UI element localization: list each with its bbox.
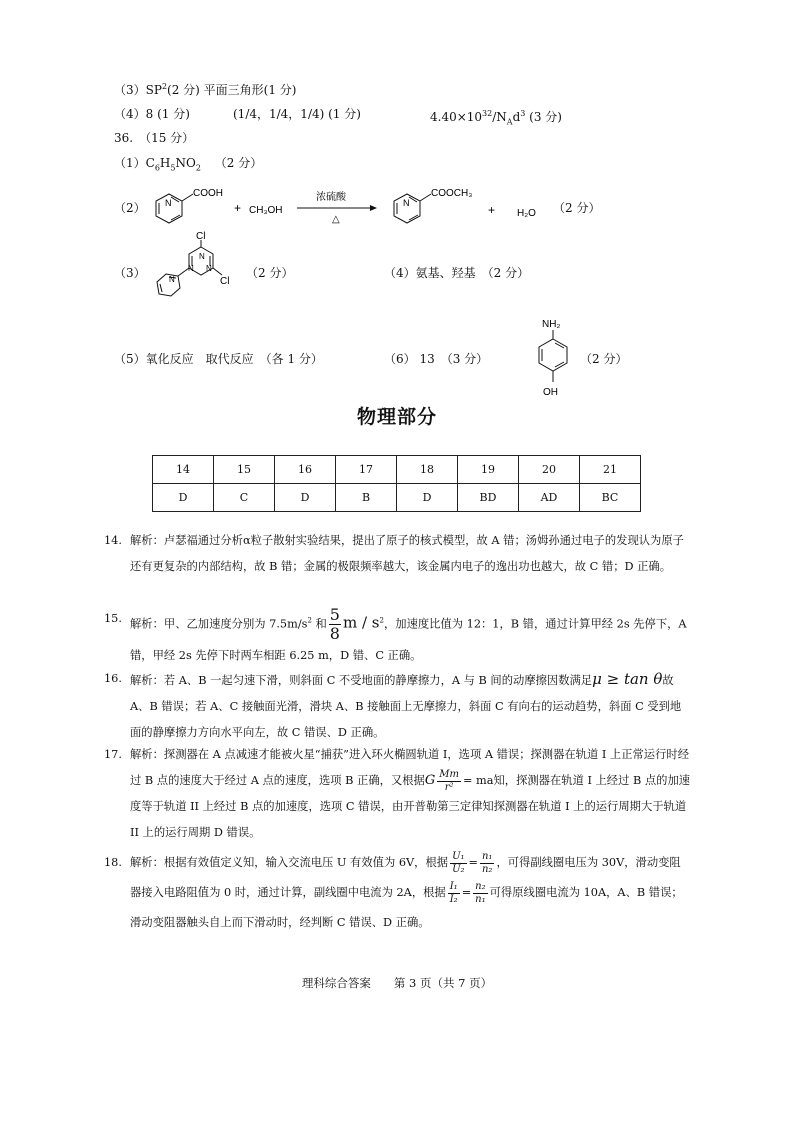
denominator: I₂ [449, 893, 458, 905]
question-number-cell: 18 [397, 456, 458, 484]
question-number: 15. [104, 612, 122, 625]
item-number: （3） [114, 266, 146, 280]
aminophenol-structure [525, 315, 585, 405]
item-number: （2） [114, 201, 146, 215]
numerator: n₂ [475, 880, 486, 892]
formula: = [461, 886, 472, 899]
formula: G [424, 773, 436, 788]
answer-cell: BC [580, 484, 641, 512]
heading-text: 36. （15 分） [114, 131, 195, 145]
formula: = ma [462, 774, 494, 787]
chem-36-3-score [246, 265, 293, 281]
oh-label: OH [543, 387, 558, 398]
page-footer: 理科综合答案 第 3 页（共 7 页） [301, 976, 493, 990]
chem-answer-4-coordinates [233, 106, 361, 122]
explanation-15 [104, 606, 692, 669]
explanation-body [130, 742, 692, 846]
answer-cell: AD [519, 484, 580, 512]
explanation-text: 可得原线圈电流为 10A，A、B 错误；滑动变阻器触头自上而下滑动时，经判断 C 错误、D 正确。 [130, 886, 683, 929]
superscript: 2 [379, 616, 384, 625]
cooch3-group: COOCH₃ [431, 188, 473, 199]
aminophenol-diagram [525, 315, 585, 405]
sp-text: SP [145, 83, 162, 97]
explanation-text: 和 [311, 617, 327, 631]
question-number-cell: 19 [458, 456, 519, 484]
answer-text: （5）氧化反应 取代反应 （各 1 分） [114, 352, 323, 366]
chem-36-6-score [580, 351, 627, 367]
superscript: 2 [307, 616, 312, 625]
reaction-diagram [145, 180, 615, 235]
arrow-head [370, 205, 377, 211]
answer-cell: B [336, 484, 397, 512]
denominator: n₂ [481, 863, 493, 875]
score-text: （2 分） [553, 201, 601, 215]
unit-text: m / s [342, 613, 380, 632]
answer-text: （4）氨基、羟基 （2 分） [384, 266, 530, 280]
answer-cell: C [214, 484, 275, 512]
answer-text: /N [492, 110, 507, 124]
formula: = [468, 856, 478, 869]
answer-cell: BD [458, 484, 519, 512]
answer-table [152, 455, 641, 512]
answer-cell: D [153, 484, 214, 512]
question-number: 14. [104, 534, 122, 547]
plus-sign: + [488, 203, 496, 217]
chlorine-label: Cl [196, 231, 206, 242]
chem-36-4 [384, 265, 529, 281]
explanation-16 [104, 666, 692, 746]
answer-text: （6） 13 （3 分） [384, 352, 489, 366]
fraction [448, 881, 460, 906]
condition-bottom: △ [332, 214, 340, 225]
question-number-cell: 14 [153, 456, 214, 484]
superscript: 32 [482, 109, 493, 118]
ring-n-label: N [403, 198, 410, 208]
answer-cell: D [275, 484, 336, 512]
answer-text: （1）C [114, 156, 155, 170]
condition-top: 浓硫酸 [316, 192, 346, 203]
question-36-heading [114, 130, 194, 146]
chem-36-5 [114, 351, 323, 367]
explanation-text: 解析：根据有效值定义知，输入交流电压 U 有效值为 6V，根据 [130, 856, 449, 869]
denominator: 8 [329, 624, 340, 643]
answer-text: (1/4，1/4，1/4) (1 分) [233, 107, 361, 121]
chem-36-1 [114, 155, 262, 176]
answer-text: (2 分) 平面三角形(1 分) [167, 83, 297, 97]
superscript: 3 [520, 109, 526, 118]
question-number: 16. [104, 672, 122, 685]
item-number: （3） [114, 83, 146, 97]
explanation-text: ，加速度比值为 12：1，B 错，通过计算甲经 2s 先停下，A 错，甲经 2s 先停下时两车相距 6.25 m，D 错、C 正确。 [130, 617, 687, 662]
table-row [153, 484, 641, 512]
fraction [480, 851, 494, 876]
section-title: 物理部分 [356, 406, 437, 428]
answer-text: H [159, 156, 171, 170]
score-text: （2 分） [580, 352, 628, 366]
ring-n-label: N [199, 252, 205, 261]
methanol: CH₃OH [249, 205, 283, 216]
question-number-cell: 15 [214, 456, 275, 484]
explanation-text: 解析：甲、乙加速度分别为 7.5m/s [130, 617, 308, 631]
subscript: A [506, 117, 513, 127]
ring-n-label: N [165, 198, 172, 208]
fraction [450, 851, 466, 876]
triazine-diagram [138, 230, 238, 310]
ring-n-label: N [169, 275, 175, 284]
numerator: n₁ [481, 850, 493, 862]
question-number-cell: 20 [519, 456, 580, 484]
question-number-cell: 17 [336, 456, 397, 484]
cooh-group: COOH [193, 188, 223, 199]
formula: μ ≥ tan θ [592, 670, 663, 688]
chem-answer-4-density [430, 106, 562, 130]
answer-text: NO [175, 156, 196, 170]
explanation-text: ，可得副线圈电压为 30V，滑动变阻器接入电路阻值为 0 时，通过计算，副线圈中电流为 2A，根据 [130, 856, 681, 899]
water: H₂O [517, 208, 536, 219]
explanation-text: 故 A、B 错误；若 A、C 接触面光滑，滑块 A、B 接触面上无摩擦力，斜面 C 有向右的运动趋势，斜面 C 受到地面的静摩擦力方向水平向左，故 C 错误、D 正确。 [130, 674, 682, 739]
nh2-label: NH₂ [542, 319, 561, 330]
numerator: U₁ [452, 850, 465, 862]
subscript: 6 [154, 163, 160, 173]
reaction-equation [145, 180, 615, 235]
answer-text: （4）8 (1 分) [114, 107, 190, 121]
explanation-body [130, 606, 692, 669]
ring-n-label: N [188, 264, 194, 273]
explanation-text: 解析：若 A、B 一起匀速下滑，则斜面 C 不受地面的静摩擦力，A 与 B 间的动摩擦因数满足 [130, 674, 593, 687]
numerator: 5 [329, 605, 340, 624]
answer-text: 4.40×10 [430, 110, 483, 124]
pyridine-ring-reactant [156, 194, 193, 223]
numerator: Mm [439, 768, 459, 780]
fraction [437, 769, 461, 794]
question-number: 18. [104, 856, 122, 869]
explanation-text: 解析：探测器在 A 点减速才能被火星“捕获”进入环火椭圆轨道 I，选项 A 错误；探测器在轨道 I 上正常运行时经过 B 点的速度大于经过 A 点的速度，选项 B 正确，又根据 [130, 748, 689, 787]
numerator: I₁ [449, 880, 458, 892]
subscript: 5 [170, 163, 176, 173]
explanation-18 [104, 848, 692, 938]
benzene-ring [539, 339, 567, 371]
answer-cell: D [397, 484, 458, 512]
plus-sign: + [234, 201, 242, 215]
explanation-17 [104, 742, 692, 846]
question-number-cell: 16 [275, 456, 336, 484]
score-text: （2 分） [246, 266, 294, 280]
explanation-body [130, 666, 692, 746]
answer-text: (3 分) [525, 110, 562, 124]
denominator: U₂ [452, 863, 465, 875]
explanation-body [130, 848, 692, 938]
superscript: 2 [161, 82, 168, 91]
explanation-text: 解析：卢瑟福通过分析α粒子散射实验结果，提出了原子的核式模型，故 A 错；汤姆孙通过电子的发现认为原子还有更复杂的内部结构，故 B 错；金属的极限频率越大，该金属内电子的逸出功也越大，故 C 错；D 正确。 [130, 534, 684, 573]
fraction [473, 881, 487, 906]
explanation-text: 知，探测器在轨道 I 上经过 B 点的加速度等于轨道 II 上经过 B 点的加速度，选项 C 错误，由开普勒第三定律知探测器在轨道 I 上的运行周期大于轨道 II 上的运行周期 D 错误。 [130, 774, 691, 839]
chlorine-label: Cl [220, 276, 230, 287]
denominator: r² [444, 781, 454, 793]
question-number-cell: 21 [580, 456, 641, 484]
fraction [329, 606, 341, 643]
denominator: n₁ [475, 893, 486, 905]
pyridine-ring-product [394, 194, 431, 223]
triazine-structure [138, 230, 238, 310]
subscript: 2 [195, 163, 201, 173]
ring-n-label: N [206, 264, 212, 273]
table-row [153, 456, 641, 484]
chem-36-2-score [553, 200, 600, 216]
chem-36-6 [384, 351, 488, 367]
question-number: 17. [104, 748, 122, 761]
chem-36-2-label [114, 200, 146, 216]
answer-text: d [512, 110, 521, 124]
score-text: （2 分） [214, 156, 263, 170]
explanation-14 [104, 528, 692, 580]
chem-answer-3 [114, 79, 296, 98]
chem-answer-4 [114, 106, 190, 122]
